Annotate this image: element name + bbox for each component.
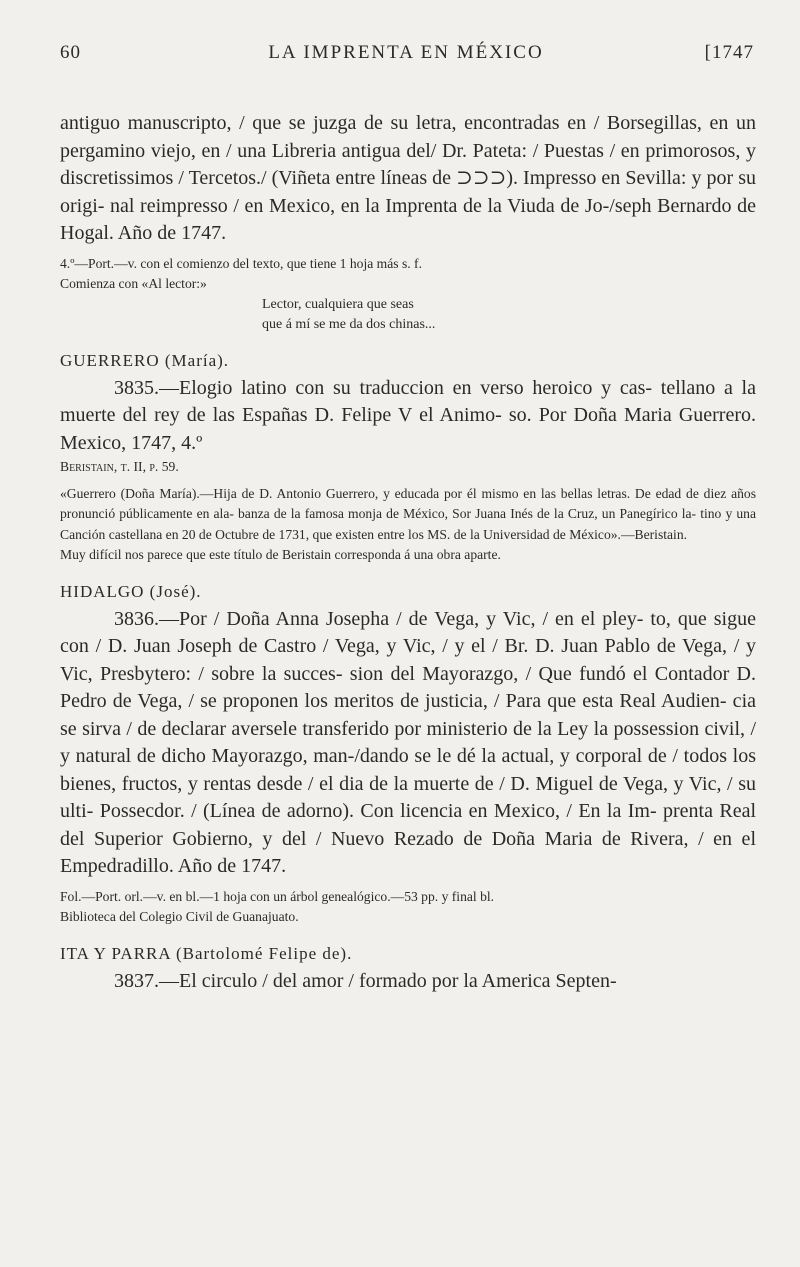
entry-3835-quote: «Guerrero (Doña María).—Hija de D. Antonio Guerrero, y educada por él mismo en las bellas letras. De edad de diez años pronunció públicamente en ala- banza de la famosa monja de México, Sor Juana Inés de la Cruz, un Panegírico la- tino y una Canción castellana en 20 de Octubre de 1731, que existen entre los MS. de la Universidad de México».—Beristain.: [60, 485, 756, 542]
entry-3835-comment: Muy difícil nos parece que este título de Beristain corresponda á una obra aparte.: [60, 547, 501, 562]
entry-3836-library: Biblioteca del Colegio Civil de Guanajuato.: [60, 909, 299, 924]
entry-3834-continued: antiguo manuscripto, / que se juzga de su letra, encontradas en / Borsegillas, en un pergamino viejo, en / una Libreria antigua del/ Dr. Pateta: / Puestas / en primorosos, y discretissimos / Tercetos./ (Viñeta entre líneas de ⊃⊃⊃). Impresso en Sevilla: y por su origi- nal reimpresso / en Mexico, en la Imprenta de la Viuda de Jo-/seph Bernardo de Hogal. Año de 1747.: [60, 112, 756, 244]
author-heading-ita-y-parra: ITA Y PARRA (Bartolomé Felipe de).: [60, 943, 353, 963]
entry-3836: 3836.—Por / Doña Anna Josepha / de Vega, y Vic, / en el pley- to, que sigue con / D. Juan Joseph de Castro / Vega, y Vic, / y el / Br. D. Juan Pablo de Vega, / y Vic, Presbytero: / sobre la succes- sion del Mayorazgo, / Que fundó el Contador D. Pedro de Vega, / se proponen los meritos de justicia, / Para que esta Real Audien- cia se sirva / de declarar aversele transferido por ministerio de la Ley la possession civil, / y natural de dicho Mayorazgo, man-/dando se le dé la actual, y corporal de / todos los bienes, fructos, y rentas desde / el dia de la muerte de / D. Miguel de Vega, y Vic, / su ulti- Possecdor. / (Línea de adorno). Con licencia en Mexico, / En la Im- prenta Real del Superior Gobierno, y del / Nuevo Rezado de Doña Maria de Rivera, / en el Empedradillo. Año de 1747.: [60, 607, 756, 877]
author-heading-guerrero: GUERRERO (María).: [60, 350, 230, 370]
entry-3837: 3837.—El circulo / del amor / formado por la America Septen-: [114, 969, 617, 992]
entry-3835-reference: Beristain, t. II, p. 59.: [60, 459, 179, 474]
running-head: [58, 42, 754, 72]
verse-line-1: Lector, cualquiera que seas: [262, 296, 414, 312]
page-body: [60, 110, 756, 995]
running-year: [1747: [704, 42, 754, 63]
entry-3834-begins: Comienza con «Al lector:»: [60, 276, 207, 291]
entry-3834-note: 4.º—Port.—v. con el comienzo del texto, que tiene 1 hoja más s. f.: [60, 255, 422, 271]
author-heading-hidalgo: HIDALGO (José).: [60, 581, 202, 601]
page-number: 60: [60, 42, 81, 63]
entry-3835: 3835.—Elogio latino con su traduccion en verso heroico y cas- tellano a la muerte del rey de las Españas D. Felipe V el Animo- so. Por Doña Maria Guerrero. Mexico, 1747, 4.º: [60, 376, 756, 454]
verse-line-2: que á mí se me da dos chinas...: [262, 316, 436, 332]
entry-3836-note: Fol.—Port. orl.—v. en bl.—1 hoja con un árbol genealógico.—53 pp. y final bl.: [60, 888, 495, 904]
running-title: LA IMPRENTA EN MÉXICO: [268, 42, 544, 63]
